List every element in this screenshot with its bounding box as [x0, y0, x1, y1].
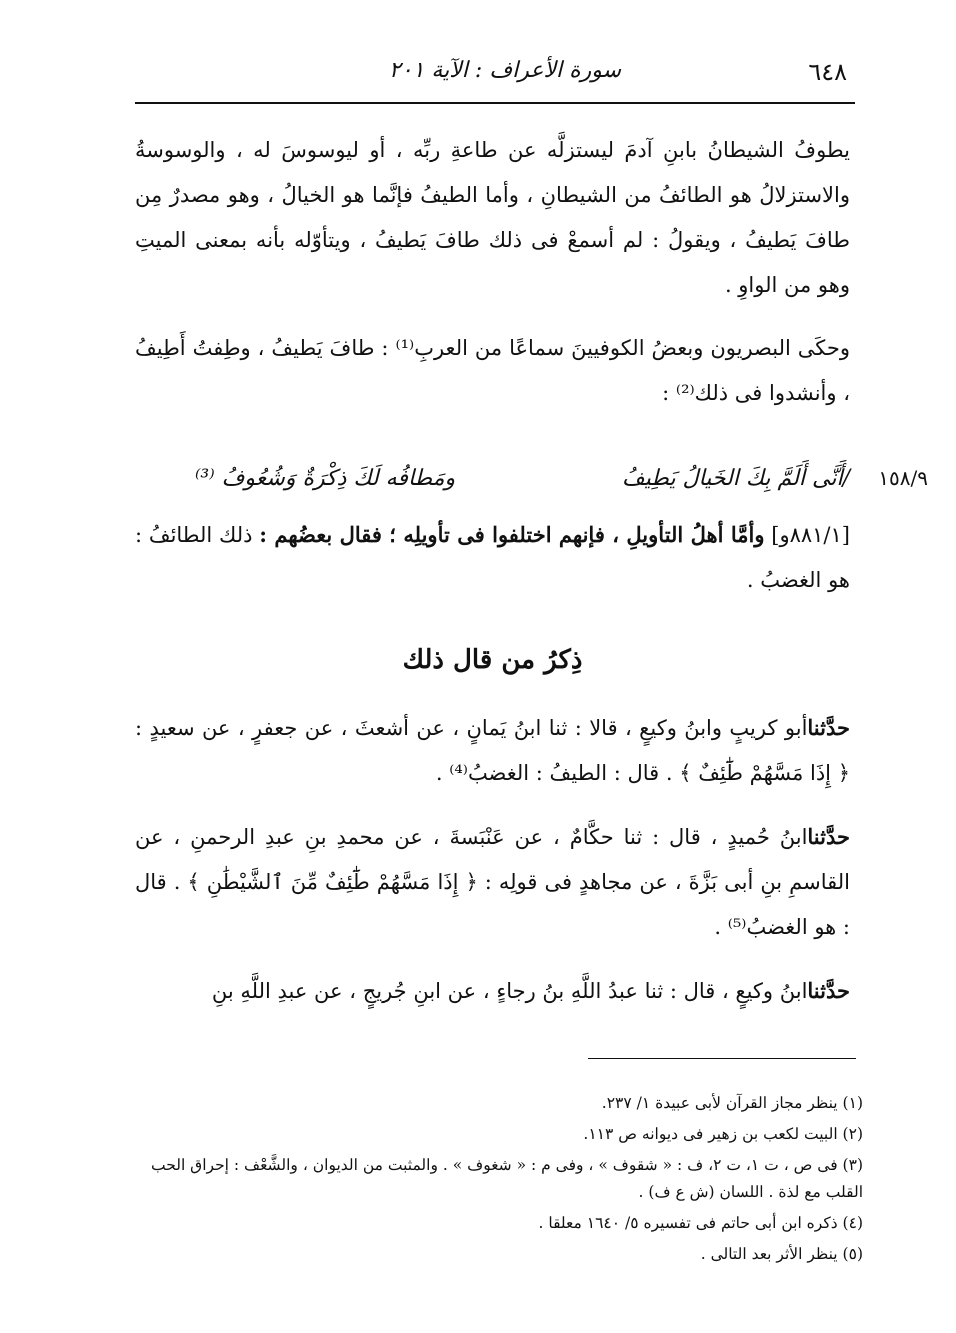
- narration-lead: حدَّثنا: [807, 715, 850, 740]
- interpretation-rest: ذلك الطائفُ : هو الغضبُ .: [135, 523, 850, 592]
- narration-2: [135, 814, 850, 950]
- page-header: [135, 50, 855, 90]
- interpretation-paragraph: [135, 512, 850, 603]
- narration-1: [135, 705, 850, 796]
- narrations: [135, 705, 850, 1032]
- footnote-4: (٤) ذكره ابن أبى حاتم فى تفسيره ٥/ ١٦٤٠ معلقا .: [538, 1214, 863, 1232]
- paragraph-1: يطوفُ الشيطانُ بابنِ آدمَ ليستزلَّه عن طاعةِ ربِّه ، أو ليوسوسَ له ، والوسوسةُ والاستزلالُ هو الطائفُ من الشيطانِ ، وأما الطيفُ فإنَّما هو الخيالُ ، وهو مصدرٌ مِن طافَ يَطيفُ ، ويقولُ : لم أسمعْ فى ذلك طافَ يَطيفُ ، ويتأوّله بأنه بمعنى الميتِ وهو من الواوِ .: [135, 138, 850, 297]
- footnote-1: (١) ينظر مجاز القرآن لأبى عبيدة ١/ ٢٣٧.: [601, 1094, 863, 1112]
- footnotes: [135, 1090, 863, 1272]
- paragraph-2: وحكَى البصريون وبعضُ الكوفيينَ سماعًا من العربِ⁽¹⁾ : طافَ يَطيفُ ، وطِفتُ أَطِيفُ ، وأنشدوا فى ذلك⁽²⁾ :: [135, 336, 851, 405]
- footnote-rule: [588, 1058, 856, 1059]
- margin-reference: ١٥٨/٩: [878, 466, 928, 490]
- poem-verse: [135, 460, 850, 510]
- folio-marker: [٨٨١/١و]: [771, 523, 850, 547]
- page-number: ٦٤٨: [808, 58, 847, 86]
- narration-text: ابنُ وكيعٍ ، قال : ثنا عبدُ اللَّهِ بنُ رجاءٍ ، عن ابنِ جُريجٍ ، عن عبدِ اللَّهِ بنِ: [211, 979, 808, 1003]
- footnote-2: (٢) البيت لكعب بن زهير فى ديوانه ص ١١٣.: [583, 1125, 863, 1143]
- section-heading: ذِكرُ من قال ذلك: [402, 645, 583, 675]
- surah-title: سورة الأعراف : الآية ٢٠١: [388, 58, 622, 83]
- footnote-5: (٥) ينظر الأثر بعد التالى .: [700, 1245, 863, 1263]
- narration-lead: حدَّثنا: [807, 824, 850, 849]
- main-text: [135, 128, 850, 434]
- narration-lead: حدَّثنا: [807, 978, 850, 1003]
- poem-hemistich-1: /أَنَّى أَلَمَّ بِكَ الخَيالُ يَطِيفُ: [621, 466, 850, 491]
- narration-3: [135, 968, 850, 1014]
- interpretation-bold-text: وأمَّا أهلُ التأويلِ ، فإنهم اختلفوا فى تأويلِه ؛ فقال بعضُهم :: [259, 522, 765, 547]
- header-rule: [135, 102, 855, 104]
- narration-text: ابنُ حُميدٍ ، قال : ثنا حكَّامٌ ، عن عَنْبَسةَ ، عن محمدِ بنِ عبدِ الرحمنِ ، عن القاسمِ بنِ أبى بَزَّةَ ، عن مجاهدٍ فى قولِه : ﴿ إِذَا مَسَّهُمْ طَٰٓئِفٌ مِّنَ ٱلشَّيْطَٰنِ ﴾ . قال : هو الغضبُ⁽⁵⁾ .: [135, 825, 850, 939]
- footnote-3: (٣) فى ص ، ت ١، ت ٢، ف : « شقوف » ، وفى م : « شغوف » . والمثبت من الديوان ، والشَّعْف : إحراق الحب القلب مع لذة . اللسان (ش ع ف) .: [151, 1156, 863, 1201]
- poem-hemistich-2: ومَطافُه لَكَ ذِكْرَةٌ وَشُعُوفُ ⁽³⁾: [195, 466, 456, 491]
- narration-text: أبو كريبٍ وابنُ وكيعٍ ، قالا : ثنا ابنُ يَمانٍ ، عن أشعثَ ، عن جعفرٍ ، عن سعيدٍ : ﴿ إِذَا مَسَّهُمْ طَٰٓئِفٌ ﴾ . قال : الطيفُ : الغضبُ⁽⁴⁾ .: [135, 716, 850, 785]
